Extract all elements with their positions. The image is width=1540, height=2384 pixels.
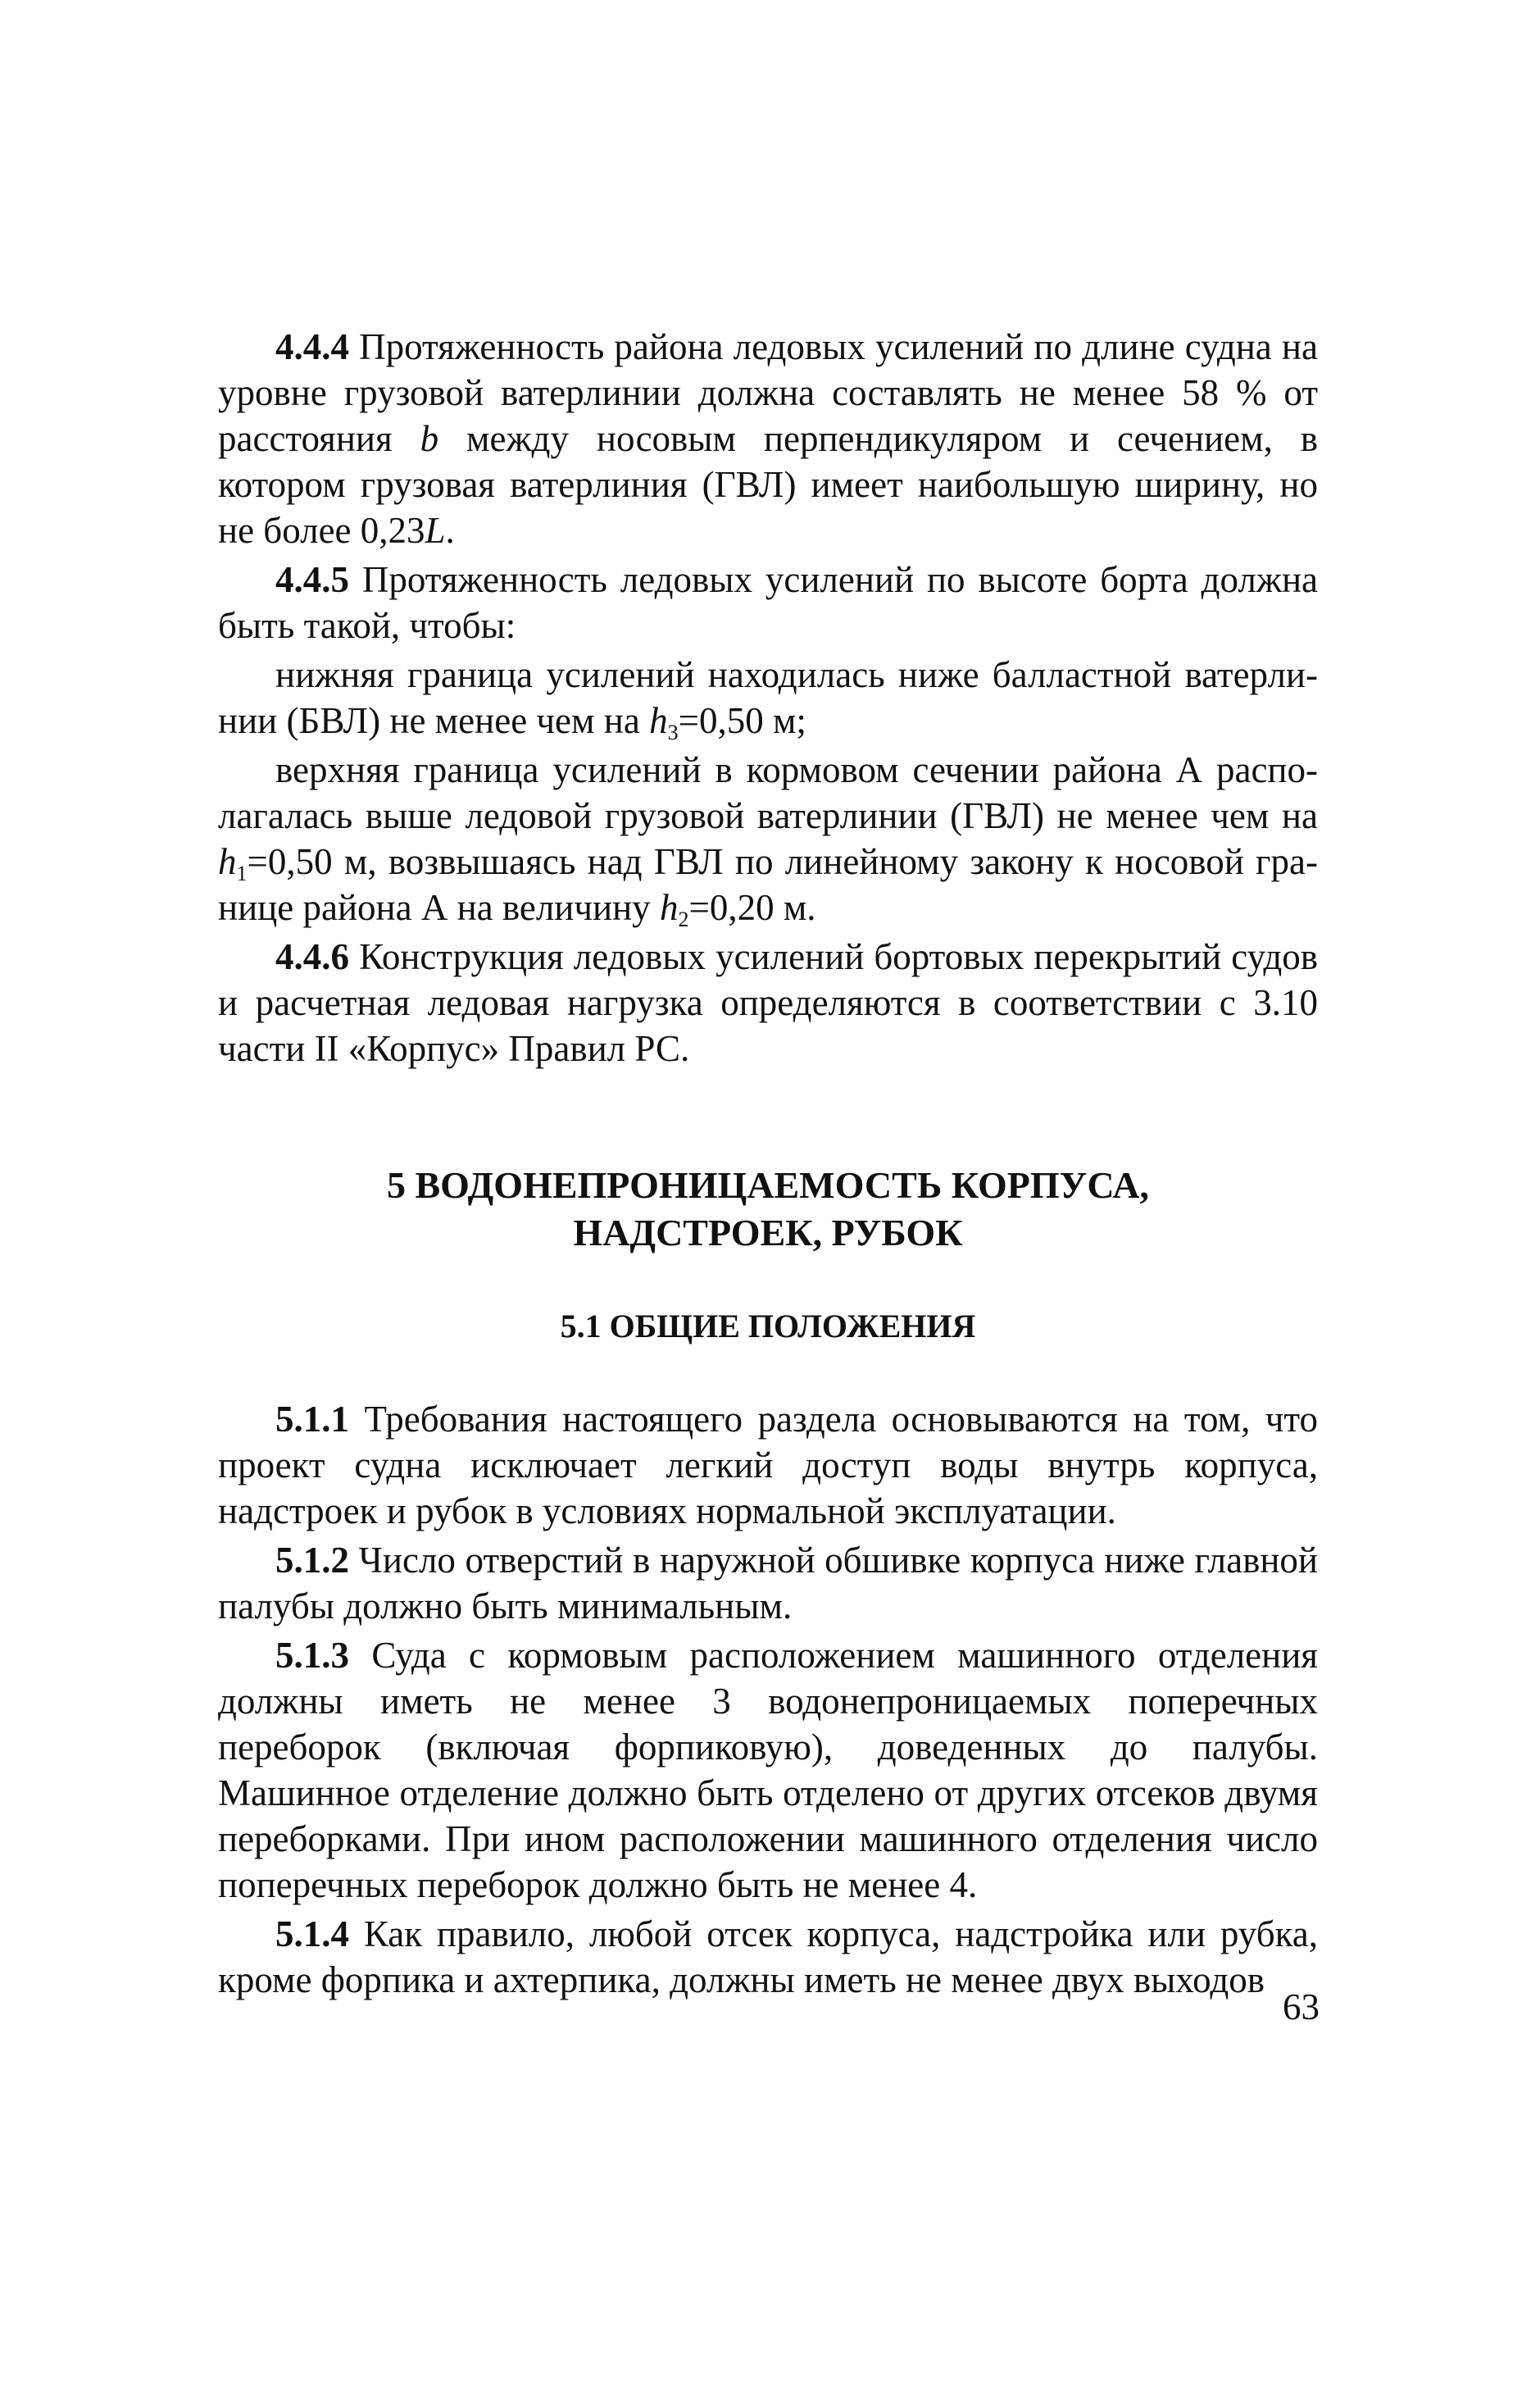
- clause-text: Протяженность ледовых усилений по высоте борта должна быть такой, чтобы:: [218, 559, 1318, 646]
- clause-text: нижняя граница усилений находилась ниже балластной ватерлинии (БВЛ) не менее чем на: [218, 654, 1318, 741]
- paragraph-5-1-3: [218, 1632, 1318, 1908]
- variable-b: b: [420, 418, 439, 459]
- clause-number: 5.1.3: [275, 1635, 349, 1676]
- section-title-line: 5 ВОДОНЕПРОНИЦАЕМОСТЬ КОРПУСА,: [386, 1164, 1150, 1206]
- clause-text: =0,20 м.: [688, 887, 816, 928]
- paragraph-4-4-5: [218, 557, 1318, 648]
- page-number: 63: [1283, 1986, 1320, 2027]
- clause-text: Конструкция ледовых усилений бортовых перекрытий судов и расчетная ледовая нагрузка определяются в соответствии с 3.10 части II «Корпус» Правил РС.: [218, 936, 1318, 1069]
- clause-text: между носовым перпендикуляром и сечением, в котором грузовая ватерлиния (ГВЛ) имеет наибольшую ширину, но не более 0,23: [218, 418, 1318, 551]
- paragraph-upper-boundary: [218, 747, 1318, 930]
- page-body: [218, 324, 1318, 2006]
- subscript: 1: [236, 862, 248, 885]
- clause-text: =0,50 м, возвышаясь над ГВЛ по линейному закону к носовой границе района А на величину: [218, 841, 1318, 928]
- paragraph-4-4-6: [218, 934, 1318, 1071]
- clause-text: Требования настоящего раздела основываются на том, что проект судна исключает легкий доступ воды внутрь корпуса, надстроек и рубок в условиях нормальной эксплуатации.: [218, 1399, 1318, 1531]
- subscript: 2: [678, 908, 689, 931]
- variable-h: h: [659, 887, 679, 928]
- clause-number: 5.1.4: [275, 1913, 349, 1954]
- clause-number: 5.1.2: [275, 1540, 349, 1581]
- paragraph-5-1-1: [218, 1396, 1318, 1534]
- variable-h: h: [649, 700, 668, 741]
- clause-number: 4.4.5: [275, 559, 349, 600]
- clause-text: Протяженность района ледовых усилений по длине судна на уровне грузовой ватерлинии должна составлять не менее 58 % от расстояния: [218, 326, 1318, 459]
- variable-h: h: [218, 841, 237, 882]
- section-title-line: НАДСТРОЕК, РУБОК: [573, 1212, 963, 1253]
- clause-text: Суда с кормовым расположением машинного отделения должны иметь не менее 3 водонепроницаемых поперечных переборок (включая форпиковую), доведенных до палубы. Машинное отделение должно быть отделено от других отсеков двумя переборками. При ином расположении машинного отделения число поперечных переборок должно быть не менее 4.: [218, 1635, 1318, 1905]
- paragraph-4-4-4: [218, 324, 1318, 553]
- paragraph-5-1-4: [218, 1911, 1318, 2003]
- paragraph-lower-boundary: [218, 652, 1318, 744]
- clause-text: верхняя граница усилений в кормовом сечении района А располагалась выше ледовой грузовой ватерлинии (ГВЛ) не менее чем на: [218, 749, 1318, 836]
- subsection-title: 5.1 ОБЩИЕ ПОЛОЖЕНИЯ: [560, 1308, 976, 1344]
- section-title: [218, 1162, 1318, 1257]
- variable-L: L: [425, 510, 446, 551]
- subscript: 3: [667, 721, 679, 744]
- clause-text: .: [445, 510, 455, 551]
- clause-number: 4.4.6: [275, 936, 349, 977]
- clause-number: 4.4.4: [275, 326, 349, 367]
- clause-text: Как правило, любой отсек корпуса, надстройка или рубка, кроме форпика и ахтерпика, должны иметь не менее двух выходов: [218, 1913, 1318, 2000]
- clause-number: 5.1.1: [275, 1399, 349, 1440]
- paragraph-5-1-2: [218, 1537, 1318, 1629]
- clause-text: Число отверстий в наружной обшивке корпуса ниже главной палубы должно быть минимальным.: [218, 1540, 1318, 1626]
- clause-text: =0,50 м;: [678, 700, 806, 741]
